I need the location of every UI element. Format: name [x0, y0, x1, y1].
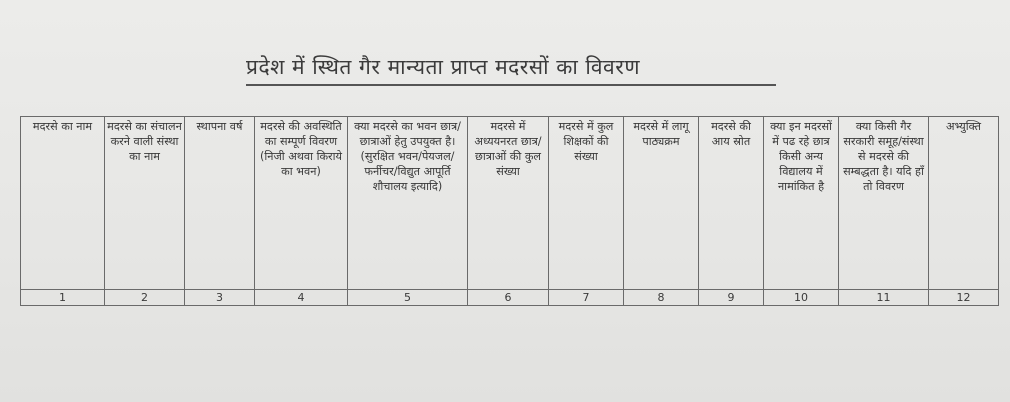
column-number: 1	[21, 290, 105, 306]
column-number: 9	[699, 290, 764, 306]
column-number: 8	[624, 290, 699, 306]
column-number: 6	[468, 290, 549, 306]
column-number: 11	[839, 290, 929, 306]
column-number: 4	[255, 290, 348, 306]
header-cell: मदरसे की आय स्रोत	[699, 117, 764, 290]
header-cell: मदरसे का संचालन करने वाली संस्था का नाम	[105, 117, 185, 290]
header-cell: मदरसे में कुल शिक्षकों की संख्या	[549, 117, 624, 290]
column-number: 3	[185, 290, 255, 306]
table-header-row	[21, 117, 999, 290]
column-number: 10	[764, 290, 839, 306]
header-cell: क्या इन मदरसों में पढ रहे छात्र किसी अन्य विद्यालय में नामांकित है	[764, 117, 839, 290]
header-cell: स्थापना वर्ष	[185, 117, 255, 290]
madarsa-details-table	[20, 116, 999, 306]
column-number-row	[21, 290, 999, 306]
column-number: 7	[549, 290, 624, 306]
column-number: 5	[348, 290, 468, 306]
header-cell: अभ्युक्ति	[929, 117, 999, 290]
column-number: 2	[105, 290, 185, 306]
document-title: प्रदेश में स्थित गैर मान्यता प्राप्त मदरसों का विवरण	[246, 52, 776, 86]
column-number: 12	[929, 290, 999, 306]
header-cell: क्या किसी गैर सरकारी समूह/संस्था से मदरसे की सम्बद्धता है। यदि हाँ तो विवरण	[839, 117, 929, 290]
header-cell: मदरसे का नाम	[21, 117, 105, 290]
header-cell: मदरसे की अवस्थिति का सम्पूर्ण विवरण (निजी अथवा किराये का भवन)	[255, 117, 348, 290]
header-cell: मदरसे में लागू पाठ्यक्रम	[624, 117, 699, 290]
header-cell: क्या मदरसे का भवन छात्र/छात्राओं हेतु उपयुक्त है। (सुरक्षित भवन/पेयजल/फर्नीचर/विद्युत आपूर्ति शौचालय इत्यादि)	[348, 117, 468, 290]
header-cell: मदरसे में अध्ययनरत छात्र/छात्राओं की कुल संख्या	[468, 117, 549, 290]
